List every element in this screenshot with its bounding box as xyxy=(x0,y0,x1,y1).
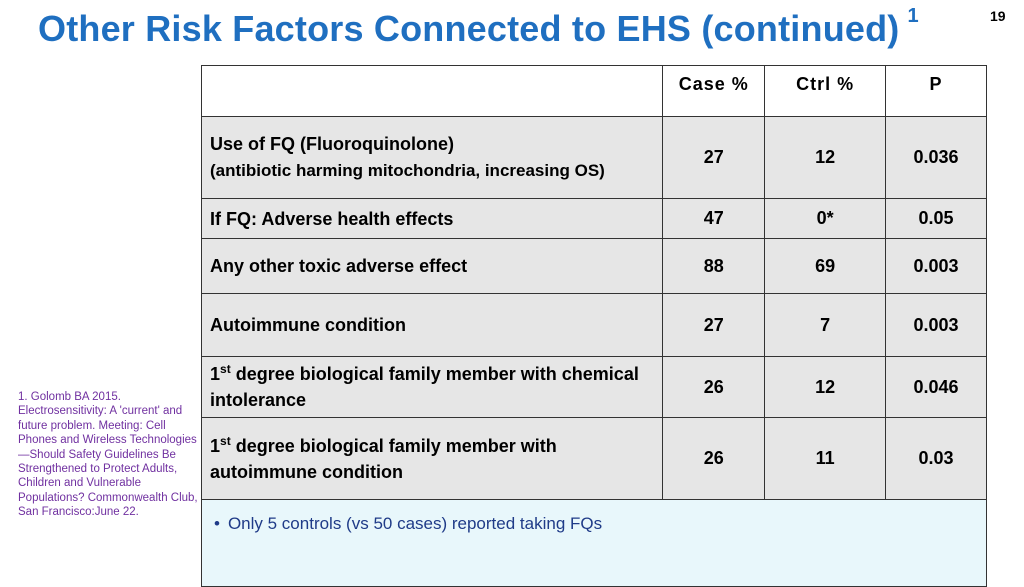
title-reference: 1 xyxy=(907,5,919,27)
row-label xyxy=(202,117,663,199)
ordinal-suffix: st xyxy=(220,433,231,448)
case-value: 26 xyxy=(663,418,765,500)
table-row xyxy=(202,357,987,418)
p-value: 0.05 xyxy=(886,199,987,239)
header-blank xyxy=(202,66,663,117)
p-value: 0.046 xyxy=(886,357,987,418)
row-label: Any other toxic adverse effect xyxy=(202,239,663,294)
slide-title-text: Other Risk Factors Connected to EHS (continued) xyxy=(38,8,900,49)
ordinal-number: 1 xyxy=(210,435,221,456)
ctrl-value: 11 xyxy=(765,418,886,500)
bullet-icon: • xyxy=(214,514,220,533)
slide-number: 19 xyxy=(990,8,1006,24)
ctrl-value: 12 xyxy=(765,357,886,418)
row-label-text: degree biological family member with autoimmune condition xyxy=(210,435,557,482)
table-row xyxy=(202,294,987,357)
case-value: 47 xyxy=(663,199,765,239)
risk-factor-table xyxy=(201,65,987,587)
row-label xyxy=(202,357,663,418)
ctrl-value: 0* xyxy=(765,199,886,239)
slide-title xyxy=(38,5,919,50)
row-label xyxy=(202,418,663,500)
table-note-row xyxy=(202,500,987,587)
table-note xyxy=(202,500,987,587)
case-value: 27 xyxy=(663,117,765,199)
p-value: 0.03 xyxy=(886,418,987,500)
ordinal-number: 1 xyxy=(210,364,221,384)
table-header-row xyxy=(202,66,987,117)
table-row xyxy=(202,117,987,199)
row-label: Autoimmune condition xyxy=(202,294,663,357)
table-row xyxy=(202,418,987,500)
ordinal-suffix: st xyxy=(220,362,231,376)
case-value: 88 xyxy=(663,239,765,294)
case-value: 27 xyxy=(663,294,765,357)
note-text: Only 5 controls (vs 50 cases) reported taking FQs xyxy=(227,514,603,533)
case-value: 26 xyxy=(663,357,765,418)
ctrl-value: 12 xyxy=(765,117,886,199)
header-p: P xyxy=(886,66,987,117)
row-label-main: Use of FQ (Fluoroquinolone) xyxy=(210,134,454,154)
table-row xyxy=(202,239,987,294)
header-ctrl: Ctrl % xyxy=(765,66,886,117)
row-label-text: degree biological family member with chemical intolerance xyxy=(210,364,639,410)
p-value: 0.036 xyxy=(886,117,987,199)
table-row xyxy=(202,199,987,239)
row-label: If FQ: Adverse health effects xyxy=(202,199,663,239)
header-case: Case % xyxy=(663,66,765,117)
row-label-sub: (antibiotic harming mitochondria, increasing OS) xyxy=(210,161,605,180)
p-value: 0.003 xyxy=(886,294,987,357)
p-value: 0.003 xyxy=(886,239,987,294)
footnote: 1. Golomb BA 2015. Electrosensitivity: A 'current' and future problem. Meeting: Cell Phones and Wireless Technologies—Should Safety Guidelines Be Strengthened to Protect Adults, Children and Vulnerable Populations? Commonwealth Club, San Francisco:June 22. xyxy=(18,391,198,519)
ctrl-value: 69 xyxy=(765,239,886,294)
ctrl-value: 7 xyxy=(765,294,886,357)
